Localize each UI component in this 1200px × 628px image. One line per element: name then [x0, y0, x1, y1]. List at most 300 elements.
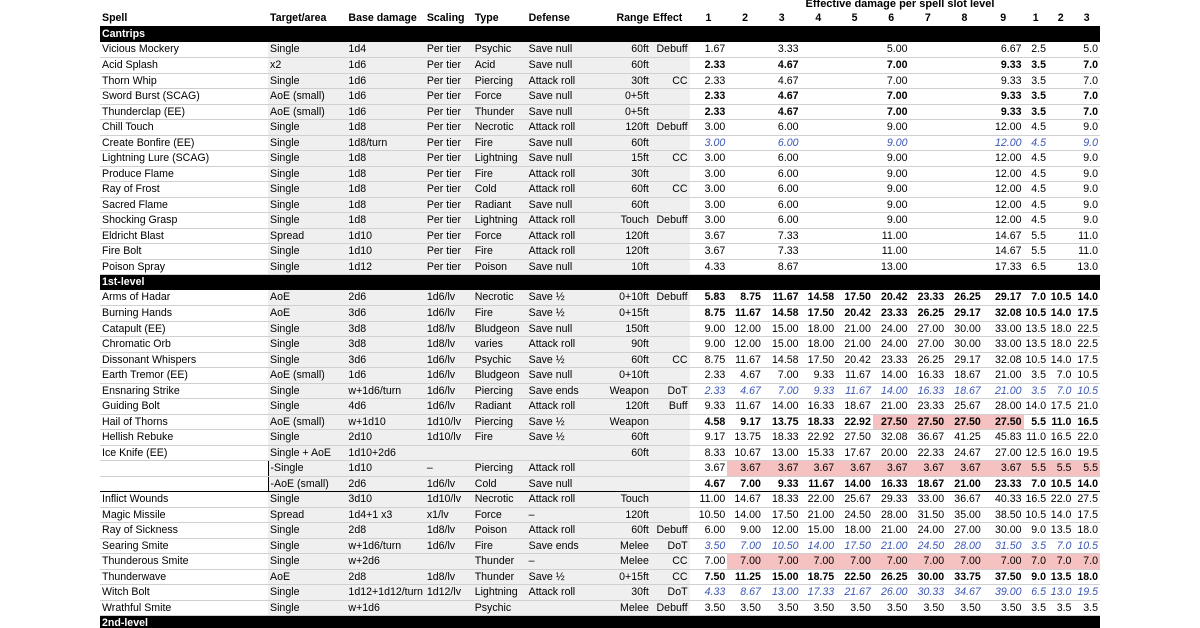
- table-cell: Hellish Rebuke: [100, 430, 268, 446]
- table-cell: 15.00: [763, 337, 801, 353]
- table-cell: 1d8: [346, 182, 424, 198]
- table-cell: 6.00: [763, 197, 801, 213]
- table-cell: 4.5: [1024, 197, 1048, 213]
- table-cell: Touch: [597, 492, 651, 508]
- table-cell: Bludgeon: [473, 368, 527, 384]
- table-cell: [100, 476, 268, 492]
- table-cell: Sacred Flame: [100, 197, 268, 213]
- table-cell: 5.5: [1024, 228, 1048, 244]
- table-cell: x1/lv: [425, 507, 473, 523]
- table-cell: [727, 228, 763, 244]
- table-cell: 3.50: [727, 600, 763, 616]
- table-cell: 27.00: [946, 523, 983, 539]
- table-cell: 14.0: [1073, 476, 1100, 492]
- table-cell: 1d8/lv: [425, 337, 473, 353]
- table-cell: Single: [268, 399, 346, 415]
- table-cell: 27.50: [946, 414, 983, 430]
- table-cell: 4.67: [727, 383, 763, 399]
- table-cell: Single: [268, 321, 346, 337]
- table-cell: w+1d6: [346, 600, 424, 616]
- table-cell: 1d6: [346, 89, 424, 105]
- table-row: [100, 554, 1100, 570]
- table-cell: [651, 368, 690, 384]
- table-cell: Per tier: [425, 58, 473, 74]
- table-cell: [836, 151, 873, 167]
- table-cell: 30.00: [946, 337, 983, 353]
- table-cell: 16.0: [1048, 445, 1073, 461]
- section-title: Cantrips: [100, 27, 1100, 43]
- table-cell: 13.5: [1025, 322, 1047, 335]
- table-cell: Touch: [597, 213, 651, 229]
- table-cell: [1048, 259, 1073, 275]
- table-row: [100, 523, 1100, 539]
- table-cell: 1d6/lv: [425, 538, 473, 554]
- table-cell: 4.5: [1024, 182, 1048, 198]
- table-cell: 7.00: [727, 554, 763, 570]
- table-cell: 18.00: [801, 337, 837, 353]
- table-cell: 9.00: [873, 197, 910, 213]
- table-cell: [910, 197, 947, 213]
- table-cell: [801, 73, 837, 89]
- table-cell: 60ft: [597, 58, 651, 74]
- table-cell: 6.00: [763, 166, 801, 182]
- table-cell: Lightning: [473, 213, 527, 229]
- table-cell: [910, 151, 947, 167]
- table-cell: Per tier: [425, 104, 473, 120]
- table-cell: 3d6: [346, 306, 424, 322]
- table-cell: Ensnaring Strike: [100, 383, 268, 399]
- table-cell: Cold: [473, 476, 527, 492]
- table-cell: [836, 182, 873, 198]
- table-cell: 13.75: [727, 430, 763, 446]
- table-cell: Single: [268, 244, 346, 260]
- column-header: 4: [801, 11, 837, 27]
- table-cell: Single: [268, 42, 346, 58]
- table-cell: CC: [651, 352, 690, 368]
- table-cell: 10.50: [690, 507, 728, 523]
- table-cell: 14.0: [1048, 507, 1073, 523]
- table-cell: 40.33: [983, 492, 1024, 508]
- table-cell: Catapult (EE): [100, 321, 268, 337]
- table-cell: Necrotic: [473, 290, 527, 306]
- table-cell: 11.0: [1073, 228, 1100, 244]
- table-cell: 7.33: [763, 244, 801, 260]
- table-cell: 14.67: [983, 228, 1024, 244]
- column-header: 9: [983, 11, 1024, 27]
- table-cell: [946, 197, 983, 213]
- table-cell: 7.0: [1073, 73, 1100, 89]
- table-cell: 7.0: [1073, 58, 1100, 74]
- table-cell: 10.5: [1073, 538, 1100, 554]
- table-cell: 16.5: [1073, 414, 1100, 430]
- table-cell: 8.75: [690, 306, 728, 322]
- table-cell: Single: [268, 182, 346, 198]
- table-cell: 23.33: [910, 290, 947, 306]
- table-row: [100, 476, 1100, 492]
- table-cell: Force: [473, 228, 527, 244]
- table-cell: 18.33: [801, 414, 837, 430]
- table-row: [100, 461, 1100, 477]
- table-cell: 11.67: [836, 383, 873, 399]
- table-cell: 14.00: [763, 399, 801, 415]
- table-cell: 13.00: [763, 445, 801, 461]
- table-cell: 2d6: [346, 476, 424, 492]
- table-cell: 7.00: [763, 554, 801, 570]
- table-cell: 1d10/lv: [425, 430, 473, 446]
- table-cell: Single: [268, 600, 346, 616]
- table-row: [100, 58, 1100, 74]
- table-cell: 13.75: [763, 414, 801, 430]
- table-cell: 0+5ft: [597, 104, 651, 120]
- table-row: [100, 492, 1100, 508]
- table-cell: 12.00: [983, 135, 1024, 151]
- table-cell: 26.25: [873, 569, 910, 585]
- table-cell: 11.0: [1048, 414, 1073, 430]
- table-cell: Per tier: [425, 213, 473, 229]
- table-cell: 24.50: [910, 538, 947, 554]
- table-cell: [651, 259, 690, 275]
- table-cell: Single: [268, 73, 346, 89]
- table-cell: 15.00: [763, 321, 801, 337]
- table-cell: 8.75: [690, 352, 728, 368]
- table-row: [100, 182, 1100, 198]
- table-cell: Attack roll: [527, 228, 597, 244]
- table-cell: 18.67: [836, 399, 873, 415]
- table-cell: 7.00: [873, 104, 910, 120]
- table-cell: [801, 197, 837, 213]
- table-cell: Fire Bolt: [100, 244, 268, 260]
- table-cell: 16.33: [910, 383, 947, 399]
- table-cell: 24.67: [946, 445, 983, 461]
- table-cell: [836, 120, 873, 136]
- table-cell: Save null: [527, 58, 597, 74]
- table-cell: DoT: [651, 585, 690, 601]
- table-cell: 7.00: [690, 554, 728, 570]
- table-cell: [910, 89, 947, 105]
- table-cell: Poison Spray: [100, 259, 268, 275]
- table-cell: 30.00: [910, 569, 947, 585]
- table-cell: 7.00: [873, 554, 910, 570]
- table-cell: [1048, 213, 1073, 229]
- table-cell: 9.0: [1073, 120, 1100, 136]
- table-cell: 13.00: [873, 259, 910, 275]
- table-cell: 24.00: [873, 337, 910, 353]
- table-cell: Shocking Grasp: [100, 213, 268, 229]
- table-cell: Wrathful Smite: [100, 600, 268, 616]
- table-cell: 0+10ft: [597, 290, 651, 306]
- table-cell: 3.50: [690, 538, 728, 554]
- table-cell: 7.0: [1073, 104, 1100, 120]
- table-cell: [727, 151, 763, 167]
- table-cell: 1d6/lv: [425, 352, 473, 368]
- table-cell: 21.00: [873, 538, 910, 554]
- table-row: [100, 197, 1100, 213]
- table-cell: [727, 259, 763, 275]
- table-cell: Piercing: [473, 414, 527, 430]
- table-cell: 11.67: [836, 368, 873, 384]
- table-cell: 7.0: [1073, 554, 1100, 570]
- table-cell: 7.00: [763, 383, 801, 399]
- table-cell: 120ft: [597, 244, 651, 260]
- table-cell: 14.0: [1073, 290, 1100, 306]
- table-cell: [651, 445, 690, 461]
- table-cell: 6.00: [763, 120, 801, 136]
- table-cell: 10.5: [1073, 383, 1100, 399]
- table-cell: AoE (small): [268, 368, 346, 384]
- column-header: 6: [873, 11, 910, 27]
- table-cell: 12.00: [983, 182, 1024, 198]
- table-cell: 26.25: [946, 290, 983, 306]
- table-cell: 31.50: [983, 538, 1024, 554]
- table-row: [100, 383, 1100, 399]
- table-row: [100, 166, 1100, 182]
- table-cell: 3.5: [1024, 383, 1048, 399]
- table-cell: 7.0: [1024, 476, 1048, 492]
- table-cell: 10.5: [1073, 368, 1100, 384]
- table-cell: Save ½: [527, 352, 597, 368]
- table-cell: 22.0: [1048, 492, 1073, 508]
- table-cell: 10.5: [1048, 476, 1073, 492]
- table-cell: 7.0: [1048, 368, 1073, 384]
- table-cell: Thunder: [473, 569, 527, 585]
- table-cell: 32.08: [983, 352, 1024, 368]
- table-cell: 3.5: [1024, 104, 1048, 120]
- table-cell: 30ft: [597, 166, 651, 182]
- table-cell: 6.5: [1024, 259, 1048, 275]
- table-cell: [946, 244, 983, 260]
- table-cell: Single: [268, 554, 346, 570]
- table-cell: [727, 213, 763, 229]
- table-cell: Sword Burst (SCAG): [100, 89, 268, 105]
- table-cell: [910, 73, 947, 89]
- table-row: [100, 414, 1100, 430]
- table-cell: 3.67: [690, 228, 728, 244]
- table-cell: 29.17: [946, 306, 983, 322]
- table-cell: 3.67: [801, 461, 837, 477]
- table-cell: [836, 244, 873, 260]
- table-cell: 9.33: [763, 476, 801, 492]
- column-header: Spell: [100, 11, 268, 27]
- table-row: [100, 321, 1100, 337]
- table-cell: 7.0: [1024, 554, 1048, 570]
- table-cell: 60ft: [597, 430, 651, 446]
- table-cell: Burning Hands: [100, 306, 268, 322]
- table-cell: 21.00: [983, 383, 1024, 399]
- table-cell: [727, 244, 763, 260]
- table-cell: -Single: [268, 461, 346, 477]
- table-row: [100, 368, 1100, 384]
- table-cell: w+1d6/turn: [346, 538, 424, 554]
- table-cell: 10.5: [1048, 290, 1073, 306]
- table-cell: 1d8: [346, 197, 424, 213]
- table-cell: Save null: [527, 259, 597, 275]
- table-cell: Save ½: [527, 414, 597, 430]
- table-cell: [651, 89, 690, 105]
- table-cell: 10.50: [763, 538, 801, 554]
- table-cell: 7.00: [727, 476, 763, 492]
- table-cell: 38.50: [983, 507, 1024, 523]
- table-cell: Save null: [527, 89, 597, 105]
- table-cell: [836, 228, 873, 244]
- table-cell: 120ft: [597, 228, 651, 244]
- table-cell: [946, 259, 983, 275]
- table-cell: 27.00: [983, 445, 1024, 461]
- table-row: [100, 228, 1100, 244]
- table-cell: [425, 445, 473, 461]
- table-row: [100, 585, 1100, 601]
- table-cell: 4.5: [1024, 135, 1048, 151]
- table-cell: 17.50: [801, 352, 837, 368]
- table-cell: 0+5ft: [597, 89, 651, 105]
- table-cell: 22.33: [910, 445, 947, 461]
- table-cell: [801, 120, 837, 136]
- table-cell: AoE: [268, 306, 346, 322]
- table-cell: 33.00: [983, 337, 1024, 353]
- table-cell: 9.00: [873, 213, 910, 229]
- table-cell: 7.33: [763, 228, 801, 244]
- table-cell: Save ends: [527, 538, 597, 554]
- table-cell: 37.50: [983, 569, 1024, 585]
- table-cell: CC: [651, 151, 690, 167]
- table-cell: Save null: [527, 476, 597, 492]
- table-cell: 3.67: [946, 461, 983, 477]
- table-cell: 18.33: [763, 430, 801, 446]
- table-cell: 10.5: [1025, 307, 1047, 319]
- table-cell: 17.50: [801, 306, 837, 322]
- table-cell: 14.00: [836, 476, 873, 492]
- table-cell: [651, 135, 690, 151]
- table-cell: 16.33: [910, 368, 947, 384]
- table-cell: 7.00: [801, 554, 837, 570]
- table-cell: 1d6/lv: [425, 399, 473, 415]
- table-cell: Poison: [473, 259, 527, 275]
- table-cell: 23.33: [983, 476, 1024, 492]
- table-cell: 9.17: [690, 430, 728, 446]
- table-cell: [1048, 42, 1073, 58]
- table-cell: DoT: [651, 538, 690, 554]
- table-cell: 1d6/lv: [425, 306, 473, 322]
- table-cell: 9.00: [873, 120, 910, 136]
- table-cell: Produce Flame: [100, 166, 268, 182]
- table-cell: 7.00: [763, 368, 801, 384]
- table-cell: 27.50: [873, 414, 910, 430]
- table-cell: Chill Touch: [100, 120, 268, 136]
- table-cell: Radiant: [473, 197, 527, 213]
- table-cell: [727, 182, 763, 198]
- table-cell: 7.0: [1048, 554, 1073, 570]
- table-cell: Single: [268, 337, 346, 353]
- table-cell: 7.00: [946, 554, 983, 570]
- table-cell: 18.0: [1048, 337, 1073, 353]
- table-cell: 9.17: [727, 414, 763, 430]
- table-cell: Single: [268, 383, 346, 399]
- table-cell: 23.33: [910, 399, 947, 415]
- table-cell: 20.42: [836, 352, 873, 368]
- table-cell: 9.0: [1024, 569, 1048, 585]
- table-cell: [946, 120, 983, 136]
- table-cell: [836, 89, 873, 105]
- table-cell: 3.50: [836, 600, 873, 616]
- table-cell: Fire: [473, 430, 527, 446]
- table-cell: -AoE (small): [268, 476, 346, 492]
- table-cell: 24.00: [910, 523, 947, 539]
- table-cell: 4.67: [763, 89, 801, 105]
- table-row: [100, 89, 1100, 105]
- table-cell: [651, 337, 690, 353]
- table-cell: 32.08: [873, 430, 910, 446]
- table-row: [100, 600, 1100, 616]
- table-cell: 4.33: [690, 585, 728, 601]
- table-row: [100, 569, 1100, 585]
- table-cell: [727, 104, 763, 120]
- table-cell: 18.0: [1048, 321, 1073, 337]
- table-cell: 4.5: [1024, 166, 1048, 182]
- table-cell: 3.67: [983, 461, 1024, 477]
- table-cell: Radiant: [473, 399, 527, 415]
- column-header: 2: [727, 11, 763, 27]
- table-cell: Ray of Sickness: [100, 523, 268, 539]
- table-cell: 11.67: [763, 290, 801, 306]
- table-cell: [836, 73, 873, 89]
- table-cell: 2.33: [690, 383, 728, 399]
- table-cell: 9.33: [983, 58, 1024, 74]
- table-cell: Spread: [268, 228, 346, 244]
- table-cell: 14.58: [763, 306, 801, 322]
- table-cell: –: [527, 507, 597, 523]
- table-body: [100, 27, 1100, 628]
- table-cell: [727, 42, 763, 58]
- table-cell: Per tier: [425, 42, 473, 58]
- table-cell: 13.0: [1048, 585, 1073, 601]
- table-cell: [910, 166, 947, 182]
- table-cell: Melee: [597, 600, 651, 616]
- table-cell: 3.00: [690, 197, 728, 213]
- table-cell: 7.0: [1048, 383, 1073, 399]
- table-cell: 27.00: [910, 321, 947, 337]
- table-cell: 36.67: [910, 430, 947, 446]
- table-cell: 1d6/lv: [425, 290, 473, 306]
- table-cell: 30ft: [597, 585, 651, 601]
- column-header: Scaling: [425, 11, 473, 27]
- table-cell: 2.33: [690, 58, 728, 74]
- table-cell: 16.5: [1025, 493, 1047, 505]
- table-cell: Attack roll: [527, 73, 597, 89]
- table-cell: 2.33: [690, 104, 728, 120]
- column-header: Defense: [527, 11, 597, 27]
- table-cell: [1048, 89, 1073, 105]
- table-row: [100, 259, 1100, 275]
- table-cell: Save ½: [527, 290, 597, 306]
- table-cell: 6.00: [763, 182, 801, 198]
- table-cell: [1048, 104, 1073, 120]
- table-cell: 3.5: [1024, 89, 1048, 105]
- table-cell: 3.5: [1024, 368, 1048, 384]
- section-title: 1st-level: [100, 275, 1100, 291]
- table-cell: –: [425, 461, 473, 477]
- table-cell: CC: [651, 569, 690, 585]
- table-cell: 20.42: [836, 306, 873, 322]
- table-cell: Save ½: [527, 306, 597, 322]
- table-cell: 4.67: [763, 104, 801, 120]
- table-cell: 13.5: [1025, 338, 1047, 350]
- table-cell: 13.00: [763, 585, 801, 601]
- table-row: [100, 104, 1100, 120]
- table-cell: 17.5: [1073, 507, 1100, 523]
- table-cell: [836, 104, 873, 120]
- table-cell: AoE (small): [268, 89, 346, 105]
- column-header: 1: [1024, 11, 1048, 27]
- table-cell: Per tier: [425, 151, 473, 167]
